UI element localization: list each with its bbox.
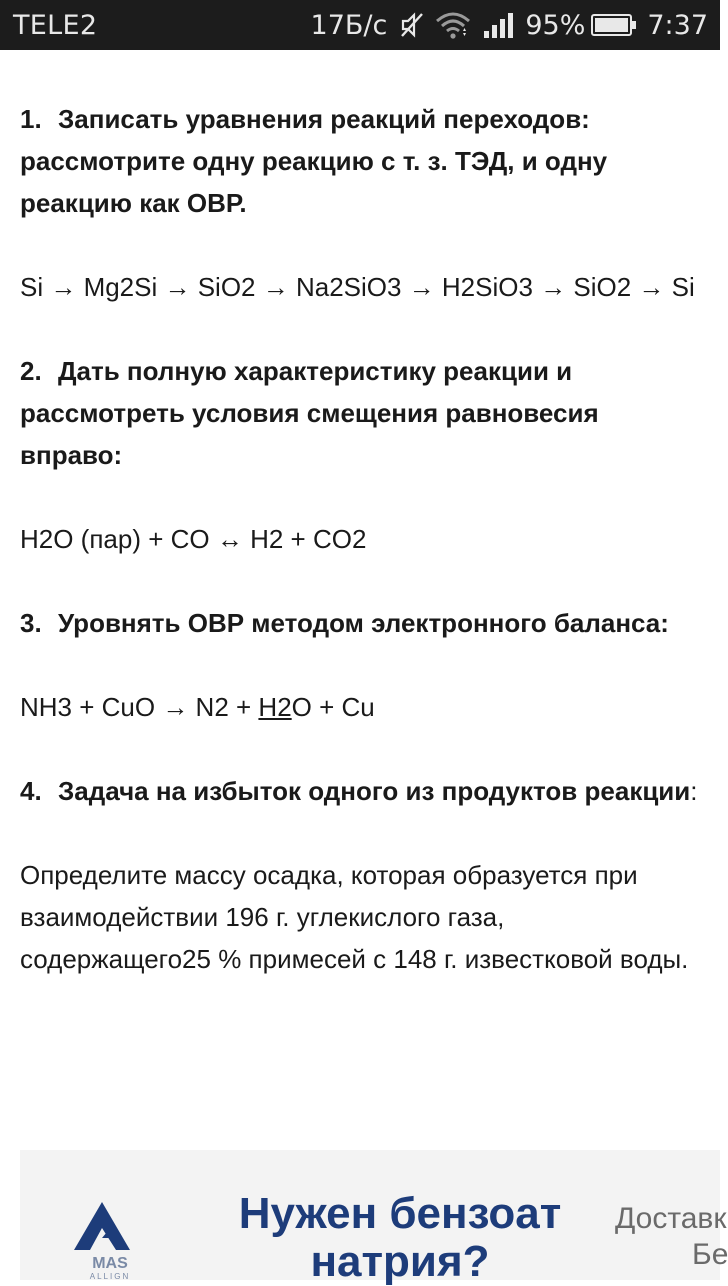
question-3 xyxy=(20,602,700,644)
status-bar-right xyxy=(311,8,708,42)
question-number: 4. xyxy=(20,776,42,806)
wifi-icon xyxy=(435,11,471,39)
question-number: 1. xyxy=(20,104,42,134)
question-text: Задача на избыток одного из продуктов реакции xyxy=(58,776,691,806)
status-bar xyxy=(0,0,720,50)
question-suffix: : xyxy=(690,776,698,806)
equation-1: Si → Mg2Si → SiO2 → Na2SiO3 → H2SiO3 → SiO2 → Si xyxy=(20,272,695,302)
logo-subtext: ALLIGN xyxy=(89,1272,131,1281)
battery-percent: 95% xyxy=(525,9,586,41)
equation-3 xyxy=(20,686,700,728)
task-text: Определите массу осадка, которая образуется при взаимодействии 196 г. углекислого газа, содержащего25 % примесей с 148 г. известковой воды. xyxy=(20,860,689,974)
ad-side-text-2: Бе xyxy=(692,1238,728,1271)
article-content xyxy=(20,98,700,980)
question-number: 2. xyxy=(20,356,42,386)
equation-2: H2O (пар) + CO ↔ H2 + CO2 xyxy=(20,524,367,554)
network-speed: 17Б/с xyxy=(310,9,388,41)
carrier-name: TELE2 xyxy=(13,10,98,41)
question-text: Записать уравнения реакций переходов: рассмотрите одну реакцию с т. з. ТЭД, и одну реакцию как ОВР. xyxy=(20,104,608,218)
logo-text: MAS xyxy=(92,1255,128,1272)
ad-title[interactable]: Нужен бензоат натрия? xyxy=(238,1189,562,1286)
signal-icon xyxy=(483,11,513,39)
battery-icon xyxy=(591,13,637,37)
clock: 7:37 xyxy=(647,9,708,41)
question-number: 3. xyxy=(20,608,42,638)
question-2 xyxy=(20,350,700,476)
ad-side-text: Доставк xyxy=(615,1202,727,1235)
equation-part: NH3 + CuO → N2 + xyxy=(20,692,259,722)
mas-logo xyxy=(60,1198,160,1280)
question-1 xyxy=(20,98,700,224)
equation-underlined-part: H2 xyxy=(258,692,292,722)
mute-icon xyxy=(399,11,425,39)
question-4 xyxy=(20,770,700,812)
ad-banner[interactable] xyxy=(20,1150,728,1286)
question-text: Дать полную характеристику реакции и рассмотреть условия смещения равновесия вправо: xyxy=(20,356,599,470)
equation-part: O + Cu xyxy=(291,692,375,722)
question-text: Уровнять ОВР методом электронного баланса: xyxy=(58,608,669,638)
